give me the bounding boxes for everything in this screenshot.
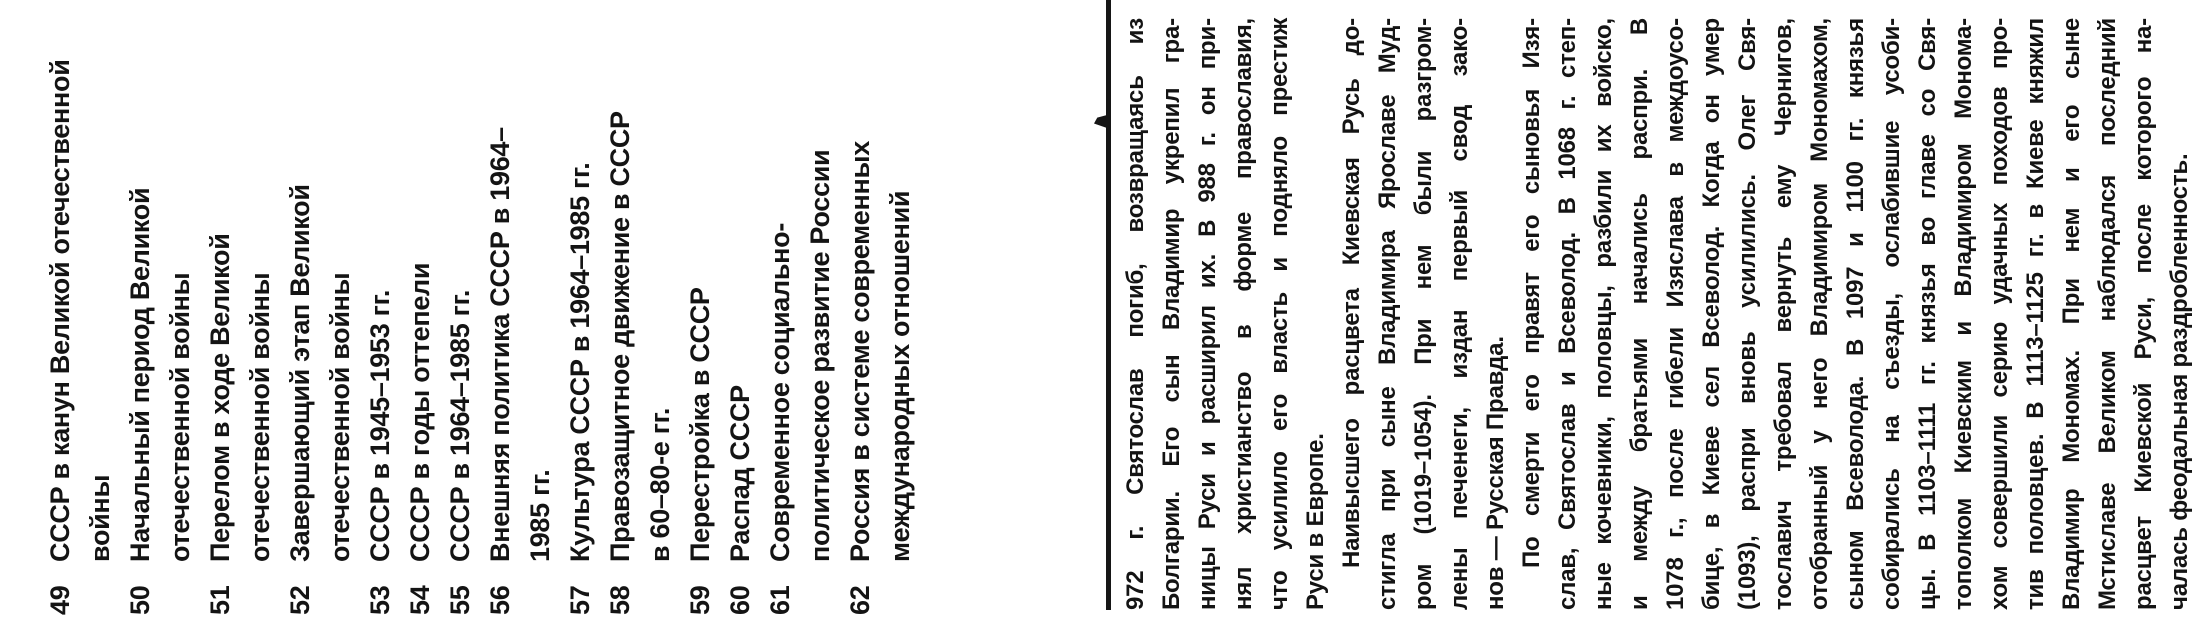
body-word: Руси, (2130, 296, 2157, 360)
body-word: ему (1770, 164, 1797, 209)
body-word: в (2022, 203, 2049, 219)
body-word: съезды, (1878, 292, 1905, 390)
toc-entry-number: 61 (765, 585, 795, 615)
body-word: 1113–1125 (2022, 272, 2049, 387)
body-word: разбили (1590, 169, 1617, 268)
toc-entry-text: СССР в 1964–1985 гг. (445, 289, 475, 562)
body-line: Руси в Европе. (1302, 433, 1329, 610)
body-line (1874, 18, 1910, 610)
body-word: г., (1662, 517, 1689, 538)
body-word: князья (1842, 18, 1869, 99)
body-word: вновь (1734, 331, 1761, 404)
toc-entry-continuation (80, 15, 120, 615)
body-word: Мстиславе (2094, 482, 2121, 610)
toc-entry-text: политическое развитие России (805, 149, 835, 562)
body-word: г. (1554, 95, 1581, 110)
body-word: последний (2094, 18, 2121, 146)
toc-entry-number: 58 (605, 585, 635, 615)
body-word: г. (1194, 132, 1221, 147)
body-word: кочевники, (1590, 416, 1617, 545)
body-word: возвращаясь (1122, 75, 1149, 233)
toc-entry (40, 15, 80, 615)
toc-entry-text: войны (85, 474, 115, 562)
toc-entry (400, 15, 440, 615)
body-line (1658, 18, 1694, 610)
body-word: (1019–1054). (1410, 394, 1437, 535)
body-word: собирались (1878, 468, 1905, 610)
toc-entry-continuation (520, 15, 560, 615)
toc-entry-text: Внешняя политика СССР в 1964– (485, 127, 515, 562)
body-line (2090, 18, 2126, 610)
body-word: со (1914, 88, 1941, 117)
body-word: Киеве (1698, 425, 1725, 496)
toc-entry-text: Завершающий этап Великой (285, 184, 315, 562)
body-line (1190, 18, 1226, 610)
body-word: половцев. (2022, 433, 2049, 555)
body-word: слав, (1554, 547, 1581, 610)
body-word: хом (1986, 565, 2013, 610)
body-line (1766, 18, 1802, 610)
body-word: вернуть (1770, 236, 1797, 333)
toc-entry-continuation (160, 15, 200, 615)
toc-entry-text: отечественной войны (325, 272, 355, 562)
body-word: гг. (1842, 117, 1869, 142)
body-word: в (1662, 162, 1689, 177)
body-line (2126, 18, 2162, 610)
body-word: Владимиром (1950, 143, 1977, 297)
body-word: 1103–1111 (1914, 402, 1941, 516)
body-word: лены (1446, 547, 1473, 610)
body-word: он (1698, 94, 1725, 124)
body-word: и (1626, 595, 1653, 610)
body-word: половцы, (1590, 285, 1617, 399)
body-line (1262, 18, 1298, 610)
body-word: усилило (1266, 451, 1293, 551)
toc-entry-number: 50 (125, 585, 155, 615)
toc-entry-text: отечественной войны (245, 272, 275, 562)
body-word: сыном (1842, 530, 1869, 610)
body-word: сыновья (1518, 88, 1545, 195)
body-word: умер (1698, 18, 1725, 77)
body-word: Владимира (1374, 230, 1401, 366)
body-word: совершили (1986, 414, 2013, 549)
body-word: про- (1986, 18, 2013, 70)
body-word: цы. (1914, 568, 1941, 610)
body-line (1334, 18, 1370, 568)
body-line (1982, 18, 2018, 610)
body-word: нем (2058, 207, 2085, 253)
body-word: нял (1230, 566, 1257, 610)
body-word: Ярославе (1374, 94, 1401, 209)
body-word: зако- (1446, 18, 1473, 77)
body-word: до- (1338, 18, 1365, 56)
toc-entry-number: 54 (405, 585, 435, 615)
body-word: свод (1446, 104, 1473, 162)
body-word: Киевской (2130, 382, 2157, 493)
toc-entry (440, 15, 480, 615)
toc-entry-number: 59 (685, 585, 715, 615)
body-word: князья (1914, 263, 1941, 344)
toc-entry-text: СССР в канун Великой отечественной (45, 59, 75, 562)
body-word: издан (1446, 309, 1473, 379)
body-word: Всеволод. (1554, 231, 1581, 354)
toc-entry-number: 55 (445, 585, 475, 615)
body-word: главе (1914, 134, 1941, 200)
body-word: Владимиром (1806, 183, 1833, 337)
body-word: после (2130, 204, 2157, 274)
toc-entry-number: 62 (845, 585, 875, 615)
body-word: тив (2022, 569, 2049, 610)
toc-entry-text: Современное социально- (765, 222, 795, 562)
toc-entry-continuation (880, 15, 920, 615)
body-word: Киеве (2022, 119, 2049, 189)
toc-entry-number: 60 (725, 585, 755, 615)
body-line (1946, 18, 1982, 610)
body-word: укрепил (1158, 87, 1185, 185)
toc-entry-number: 52 (285, 585, 315, 615)
body-line (1910, 18, 1946, 610)
toc-entry (600, 15, 640, 615)
body-word: При (1410, 318, 1437, 365)
body-word: В (1194, 219, 1221, 237)
body-line (1802, 18, 1838, 610)
body-word: 972 (1122, 570, 1149, 610)
body-word: усоби- (1878, 18, 1905, 96)
body-word: у (1806, 430, 1833, 444)
body-line (1838, 18, 1874, 610)
toc-entry-continuation (320, 15, 360, 615)
body-word: во (1914, 216, 1941, 246)
body-word: его (1518, 374, 1545, 412)
body-word: и (1554, 371, 1581, 387)
body-word: В (1626, 18, 1653, 36)
body-word: его (1518, 214, 1545, 252)
toc-entry-text: Культура СССР в 1964–1985 гг. (565, 162, 595, 562)
body-word: гг. (2022, 233, 2049, 258)
toc-entry (280, 15, 320, 615)
toc-entry-text: Правозащитное движение в СССР (605, 111, 635, 562)
body-word: войско, (1590, 18, 1617, 107)
body-word: междоусо- (1662, 18, 1689, 143)
body-word: Мономахом, (1806, 18, 1833, 162)
body-word: 1100 (1842, 161, 1869, 213)
toc-entry (200, 15, 240, 615)
body-line (1586, 18, 1622, 610)
toc-entry-text: Начальный период Великой (125, 187, 155, 562)
body-word: и (1194, 441, 1221, 457)
toc-entry (560, 15, 600, 615)
body-word: Его (1158, 426, 1185, 467)
body-line (1406, 18, 1442, 610)
body-word: власть (1266, 291, 1293, 374)
body-word: Свя- (1734, 18, 1761, 72)
body-word: при (1374, 468, 1401, 512)
body-word: первый (1446, 189, 1473, 282)
body-word: гра- (1158, 18, 1185, 64)
body-word: ницы (1194, 546, 1221, 610)
body-word: Руси (1194, 473, 1221, 530)
body-word: Всеволод. (1698, 225, 1725, 348)
body-line (1370, 18, 1406, 610)
body-word: христианство (1230, 371, 1257, 535)
body-word: Муд- (1374, 18, 1401, 74)
toc-entry-text: в 60–80-е гг. (645, 407, 675, 562)
page-divider-rule (1106, 0, 1111, 610)
body-word: сыне (1374, 386, 1401, 448)
body-word: гибели (1662, 327, 1689, 409)
body-word: и (1842, 232, 1869, 247)
body-line: чалась феодальная раздробленность. (2166, 153, 2193, 610)
body-line (1442, 18, 1478, 610)
body-word: престиж (1266, 18, 1293, 116)
body-word: и (1950, 321, 1977, 336)
body-word: распри (1734, 427, 1761, 512)
toc-entry (480, 15, 520, 615)
body-line (1514, 18, 1550, 568)
body-word: Изяслава (1662, 196, 1689, 308)
body-word: 988 (1194, 163, 1221, 203)
body-word: Олег (1734, 94, 1761, 151)
body-line (1730, 18, 1766, 610)
body-word: были (1410, 150, 1437, 216)
body-word: Святослав (1554, 403, 1581, 531)
body-word: г. (1122, 525, 1149, 540)
toc-entry-number: 53 (365, 585, 395, 615)
body-word: (1093), (1734, 535, 1761, 610)
body-word: что (1266, 570, 1293, 610)
body-word: сын (1158, 354, 1185, 403)
body-word: ослабившие (1878, 120, 1905, 268)
body-word: он (1194, 86, 1221, 116)
toc-entry-text: Перестройка в СССР (685, 287, 715, 562)
body-word: распри. (1626, 68, 1653, 160)
body-word: Мономах. (2058, 350, 2085, 463)
toc-entry-text: 1985 гг. (525, 469, 555, 562)
body-word: усилились. (1734, 174, 1761, 308)
toc-entry-number: 56 (485, 585, 515, 615)
toc-entry-text: СССР в 1945–1953 гг. (365, 289, 395, 562)
body-word: походов (1986, 86, 2013, 186)
body-word: правят (1518, 272, 1545, 354)
body-word: Киевская (1338, 157, 1365, 266)
toc-entry-text: Перелом в ходе Великой (205, 233, 235, 562)
body-word: при- (1194, 18, 1221, 70)
body-word: братьями (1626, 337, 1653, 453)
body-word: форме (1230, 211, 1257, 292)
body-word: и (1266, 257, 1293, 272)
body-word: отобранный (1806, 464, 1833, 610)
toc-entry-continuation (240, 15, 280, 615)
body-word: наблюдался (2094, 174, 2121, 322)
body-word: в (1698, 513, 1725, 529)
toc-entry (840, 15, 880, 615)
body-line (1694, 18, 1730, 610)
toc-entry-text: отечественной войны (165, 272, 195, 562)
body-word: которого (2130, 76, 2157, 181)
body-word: Монома- (1950, 18, 1977, 119)
body-word: Когда (1698, 141, 1725, 208)
body-word: его (2058, 104, 2085, 142)
toc-entry-text: Россия в системе современных (845, 140, 875, 562)
body-word: серию (1986, 321, 2013, 398)
body-word: сыне (2058, 18, 2085, 79)
body-word: При (2058, 278, 2085, 325)
body-word: Русь (1338, 78, 1365, 135)
body-line (1154, 18, 1190, 610)
body-word: расцвета (1338, 288, 1365, 396)
body-word: после (1662, 428, 1689, 498)
body-word: тославич (1770, 500, 1797, 610)
body-word: Чернигов, (1770, 18, 1797, 137)
body-word: Наивысшего (1338, 418, 1365, 568)
body-word: Владимир (1158, 208, 1185, 331)
body-word: и (2058, 167, 2085, 183)
body-word: в (1230, 324, 1257, 339)
toc-entry-continuation (800, 15, 840, 615)
body-word: погиб, (1122, 263, 1149, 338)
toc-entry-text: Распад СССР (725, 385, 755, 562)
body-word: 1097 (1842, 266, 1869, 320)
body-word: Владимир (2058, 488, 2085, 610)
body-word: Болгарии. (1158, 491, 1185, 610)
body-word: его (1266, 393, 1293, 431)
body-line (1118, 18, 1154, 610)
toc-entry-text: международных отношений (885, 190, 915, 562)
toc-entry-continuation (640, 15, 680, 615)
body-word: на- (2130, 18, 2157, 54)
body-word: начались (1626, 193, 1653, 305)
body-word: Святослав (1122, 368, 1149, 495)
toc-entry (120, 15, 160, 615)
body-word: их. (1194, 253, 1221, 289)
toc-entry (720, 15, 760, 615)
body-word: православия, (1230, 18, 1257, 180)
body-text-section (1118, 18, 2198, 610)
toc-entry (760, 15, 800, 615)
toc-entry (360, 15, 400, 615)
body-word: на (1878, 415, 1905, 443)
body-word: расцвет (2130, 516, 2157, 610)
body-word: степ- (1554, 18, 1581, 79)
body-word: смерти (1518, 431, 1545, 516)
ink-smudge (1094, 115, 1107, 128)
body-word: бице, (1698, 546, 1725, 610)
toc-section (40, 15, 920, 615)
body-word: сел (1698, 366, 1725, 408)
body-line (1226, 18, 1262, 610)
body-line (2054, 18, 2090, 610)
body-word: их (1590, 124, 1617, 153)
body-word: нем (1410, 244, 1437, 290)
body-word: 1078 (1662, 557, 1689, 610)
body-word: расширил (1194, 305, 1221, 425)
body-word: В (1842, 338, 1869, 357)
body-word: стигла (1374, 533, 1401, 610)
body-word: между (1626, 486, 1653, 562)
body-line (2018, 18, 2054, 610)
body-word: из (1122, 18, 1149, 45)
body-word: ные (1590, 562, 1617, 610)
toc-entry-text: СССР в годы оттепели (405, 262, 435, 562)
body-word: ром (1410, 563, 1437, 610)
body-word: него (1806, 357, 1833, 409)
body-word: В (2022, 401, 2049, 419)
body-word: подняло (1266, 136, 1293, 237)
body-word: удачных (1986, 202, 2013, 305)
body-word: В (1914, 533, 1941, 551)
toc-entry-number: 51 (205, 585, 235, 615)
body-word: Всеволода. (1842, 375, 1869, 511)
body-word: Свя- (1914, 18, 1941, 71)
body-word: Киевским (1950, 360, 1977, 474)
toc-entry-number: 49 (45, 585, 75, 615)
body-word: 1068 (1554, 127, 1581, 180)
body-word: гг. (1914, 361, 1941, 385)
body-word: Изя- (1518, 18, 1545, 69)
body-word: По (1518, 536, 1545, 568)
body-word: печенеги, (1446, 407, 1473, 520)
body-line (1550, 18, 1586, 610)
body-word: тополком (1950, 497, 1977, 610)
body-word: требовал (1770, 361, 1797, 472)
body-word: княжил (2022, 18, 2049, 105)
body-line: нов — Русская Правда. (1482, 336, 1509, 610)
body-line (1622, 18, 1658, 610)
body-word: разгром- (1410, 18, 1437, 122)
toc-entry-number: 57 (565, 585, 595, 615)
toc-entry (680, 15, 720, 615)
body-word: В (1554, 197, 1581, 215)
body-word: Великом (2094, 350, 2121, 454)
